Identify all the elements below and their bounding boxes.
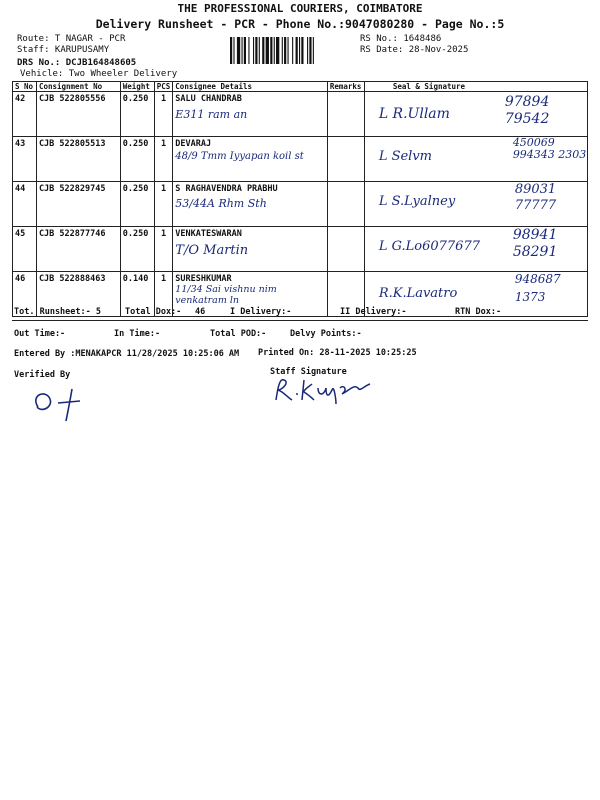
cell-pcs: 1 [154,137,173,182]
barcode-bar [230,37,232,64]
consignee-name: SURESHKUMAR [175,274,232,284]
barcode-bar [242,37,243,64]
table-row [13,92,588,137]
barcode-bar [288,37,289,64]
barcode-bar [276,37,279,64]
consignee-name: S RAGHAVENDRA PRABHU [175,184,278,194]
cell-consignment: CJB 522805513 [36,137,120,182]
consignee-name: SALU CHANDRAB [175,94,242,104]
rs-number: RS No.: 1648486 [360,34,442,44]
table-header-row [13,82,588,92]
barcode-bar [292,37,293,64]
barcode-bar [313,37,314,64]
handwritten-signature: L G.Lo6077677 [378,239,480,254]
barcode-bar [255,37,257,64]
cell-signature [364,92,587,137]
barcode-bar [309,37,311,64]
drs-number: DRS No.: DCJB164848605 [17,58,137,68]
header-sno: S No [13,82,37,92]
rs-date: RS Date: 28-Nov-2025 [360,45,469,55]
total-dox-value: 46 [195,307,206,317]
barcode-bar [233,37,234,64]
table-row [13,137,588,182]
table-row [13,227,588,272]
handwritten-signature: L S.Lyalney [378,194,456,209]
entered-by: Entered By :MENAKAPCR 11/28/2025 10:25:06 AM [14,349,240,359]
barcode-bar [259,37,260,64]
cell-consignment: CJB 522877746 [36,227,120,272]
handwritten-address: 11/34 Sai vishnu nim venkatram ln [175,284,277,306]
staff-label: Staff: KARUPUSAMY [17,45,110,55]
cell-weight: 0.250 [120,92,154,137]
cell-consignee [173,137,328,182]
handwritten-address: 48/9 Tmm Iyyapan koil st [175,151,304,162]
barcode-bar [299,37,300,64]
cell-remarks [327,137,364,182]
table-row [13,182,588,227]
runsheet-table [12,81,588,317]
cell-consignee [173,182,328,227]
route-label: Route: T NAGAR - PCR [17,34,126,44]
barcode-bar [237,37,240,64]
rtn-dox: RTN Dox:- [455,307,502,317]
barcode-bar [282,37,283,64]
divider [12,320,588,321]
cell-consignment: CJB 522829745 [36,182,120,227]
i-delivery: I Delivery:- [230,307,292,317]
verified-by-label: Verified By [14,370,71,380]
barcode-bar [248,37,249,64]
cell-sno: 43 [13,137,37,182]
cell-consignee [173,92,328,137]
barcode-bar [284,37,286,64]
cell-weight: 0.140 [120,272,154,317]
in-time: In Time:- [114,329,161,339]
cell-remarks [327,182,364,227]
handwritten-address: T/O Martin [175,243,249,258]
cell-pcs: 1 [154,272,173,317]
staff-signature-label: Staff Signature [270,367,347,377]
cell-weight: 0.250 [120,182,154,227]
staff-signature-image [270,372,390,408]
delvy-points: Delvy Points:- [290,329,362,339]
handwritten-phone: 98941 58291 [512,227,558,260]
barcode-bar [296,37,298,64]
handwritten-phone: 89031 77777 [514,182,557,213]
cell-weight: 0.250 [120,137,154,182]
barcode-bar [301,37,303,64]
consignee-name: DEVARAJ [175,139,212,149]
cell-sno: 42 [13,92,37,137]
barcode-bar [244,37,246,64]
verifier-signature-image [28,385,98,425]
barcode-bar [274,37,275,64]
handwritten-phone: 97894 79542 [504,94,550,127]
header-pcs: PCS [154,82,173,92]
barcode-bar [270,37,272,64]
cell-sno: 45 [13,227,37,272]
company-title: THE PROFESSIONAL COURIERS, COIMBATORE [177,2,423,15]
cell-sno: 44 [13,182,37,227]
handwritten-phone: 450069 994343 2303 [512,136,587,161]
barcode-bar [253,37,254,64]
cell-weight: 0.250 [120,227,154,272]
barcode-image [230,37,357,64]
consignee-name: VENKATESWARAN [175,229,242,239]
vehicle-label: Vehicle: Two Wheeler Delivery [20,69,178,79]
cell-consignee [173,227,328,272]
runsheet-title: Delivery Runsheet - PCR - Phone No.:9047080280 - Page No.:5 [95,17,505,31]
barcode-bar [262,37,264,64]
barcode-bar [307,37,308,64]
cell-signature [364,227,587,272]
cell-pcs: 1 [154,92,173,137]
cell-signature [364,182,587,227]
handwritten-address: 53/44A Rhm Sth [175,197,267,210]
cell-remarks [327,227,364,272]
header-consignment: Consignment No [36,82,120,92]
out-time: Out Time:- [14,329,66,339]
cell-sno: 46 [13,272,37,317]
printed-on: Printed On: 28-11-2025 10:25:25 [258,348,417,358]
ii-delivery: II Delivery:- [340,307,407,317]
cell-consignment: CJB 522888463 [36,272,120,317]
handwritten-signature: L Selvm [378,149,433,164]
handwritten-address: E311 ram an [175,108,248,121]
barcode-bar [266,37,269,64]
total-pod: Total POD:- [210,329,267,339]
total-dox-label: Total Dox:- [125,307,182,317]
handwritten-signature: L R.Ullam [378,106,450,122]
handwritten-signature: R.K.Lavatro [378,286,458,301]
cell-signature [364,137,587,182]
header-consignee: Consignee Details [173,82,328,92]
cell-remarks [327,92,364,137]
handwritten-phone: 948687 1373 [514,272,561,304]
total-runsheet: Tot. Runsheet:- 5 [14,307,101,317]
cell-consignment: CJB 522805556 [36,92,120,137]
header-weight: Weight [120,82,154,92]
cell-pcs: 1 [154,182,173,227]
header-remarks: Remarks [327,82,364,92]
cell-pcs: 1 [154,227,173,272]
header-seal-signature: Seal & Signature [364,82,587,92]
